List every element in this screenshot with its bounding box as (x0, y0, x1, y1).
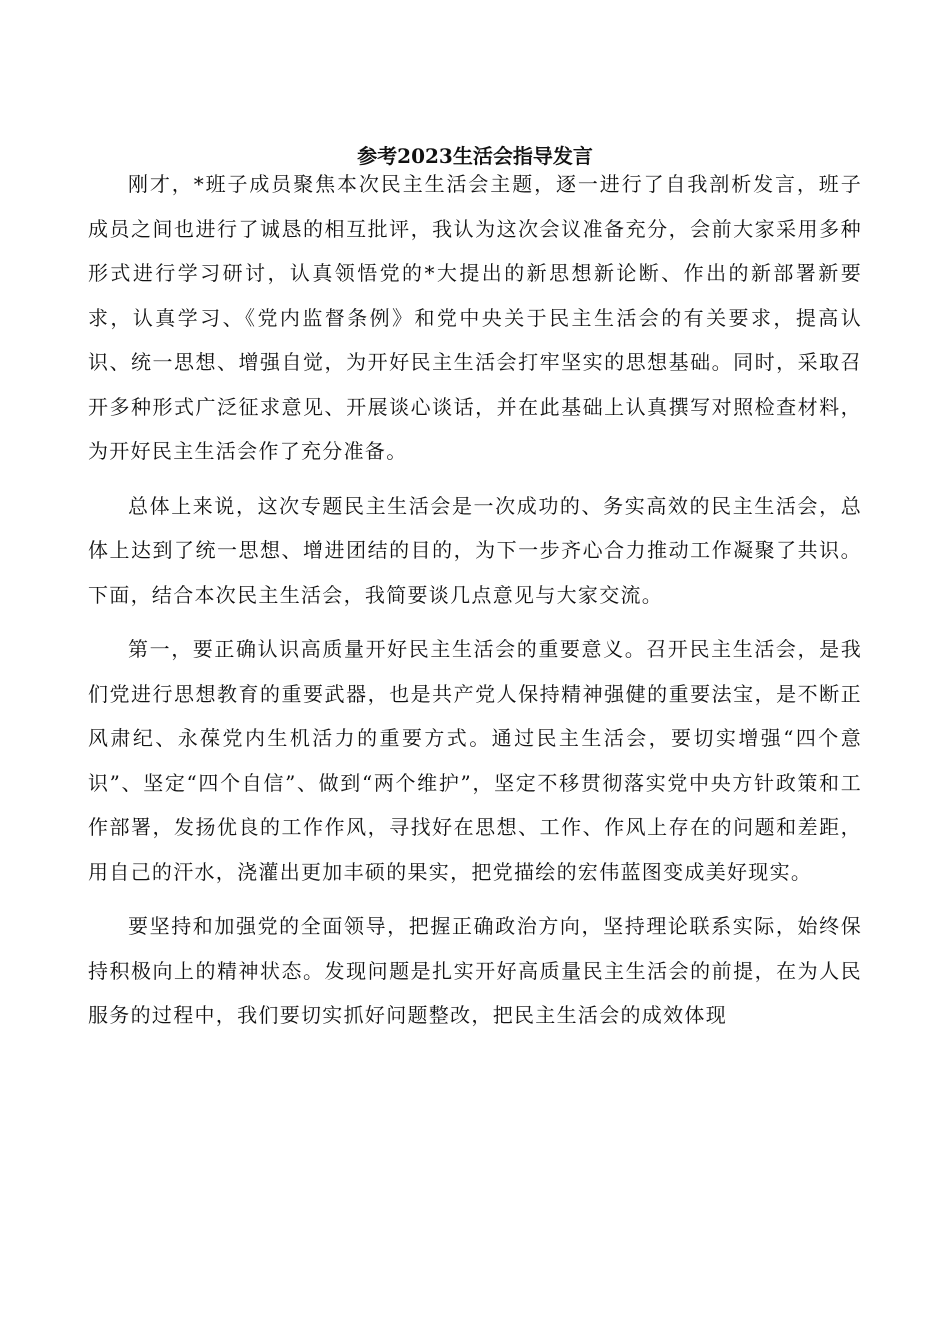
document-title: 参考2023生活会指导发言 (357, 144, 593, 168)
document-body (88, 162, 862, 1038)
paragraph-1: 刚才，*班子成员聚焦本次民主生活会主题，逐一进行了自我剖析发言，班子成员之间也进行了诚恳的相互批评，我认为这次会议准备充分，会前大家采用多种形式进行学习研讨，认真领悟党的*大提出的新思想新论断、作出的新部署新要求，认真学习、《党内监督条例》和党中央关于民主生活会的有关要求，提高认识、统一思想、增强自觉，为开好民主生活会打牢坚实的思想基础。同时，采取召开多种形式广泛征求意见、开展谈心谈话，并在此基础上认真撰写对照检查材料，为开好民主生活会作了充分准备。 (88, 172, 862, 463)
paragraph-4: 要坚持和加强党的全面领导，把握正确政治方向，坚持理论联系实际，始终保持积极向上的精神状态。发现问题是扎实开好高质量民主生活会的前提，在为人民服务的过程中，我们要切实抓好问题整改，把民主生活会的成效体现 (88, 914, 862, 1027)
paragraph-2: 总体上来说，这次专题民主生活会是一次成功的、务实高效的民主生活会，总体上达到了统一思想、增进团结的目的，为下一步齐心合力推动工作凝聚了共识。下面，结合本次民主生活会，我简要谈几点意见与大家交流。 (88, 493, 862, 607)
paragraph-3: 第一，要正确认识高质量开好民主生活会的重要意义。召开民主生活会，是我们党进行思想教育的重要武器，也是共产党人保持精神强健的重要法宝，是不断正风肃纪、永葆党内生机活力的重要方式。通过民主生活会，要切实增强“四个意识”、坚定“四个自信”、做到“两个维护”，坚定不移贯彻落实党中央方针政策和工作部署，发扬优良的工作作风，寻找好在思想、工作、作风上存在的问题和差距，用自己的汗水，浇灌出更加丰硕的果实，把党描绘的宏伟蓝图变成美好现实。 (88, 637, 862, 884)
